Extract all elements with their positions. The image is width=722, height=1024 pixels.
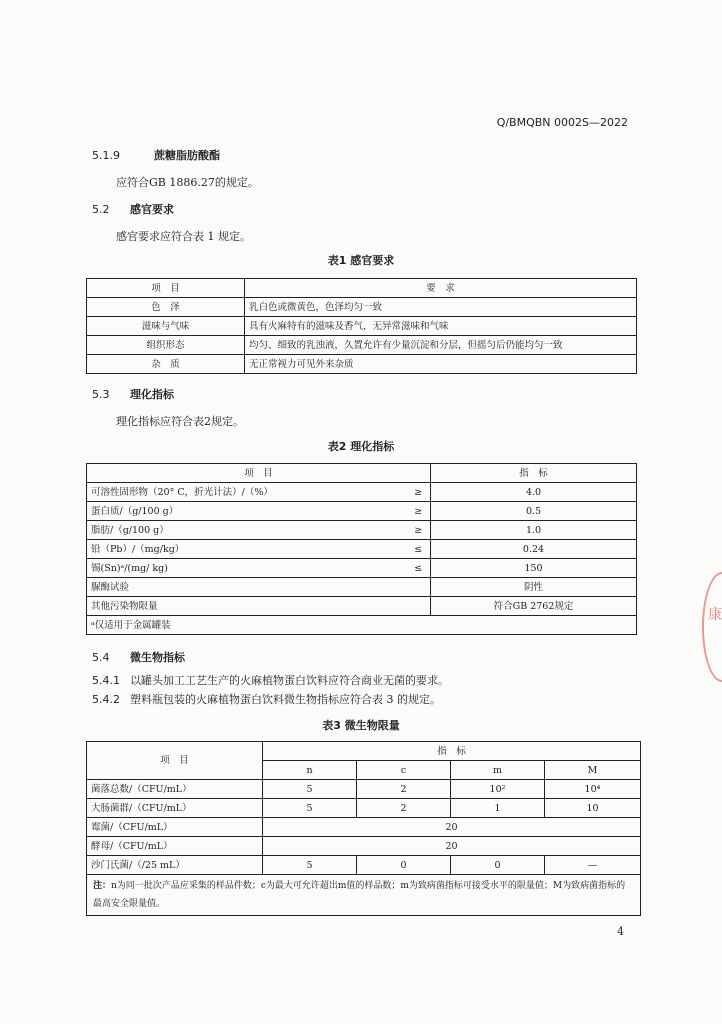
table-header-cell: M [545, 761, 641, 780]
table-cell: ≥ [407, 521, 431, 540]
table-cell: 组织形态 [87, 336, 245, 355]
table-cell: 菌落总数/（CFU/mL） [87, 780, 263, 799]
table-cell: 乳白色或微黄色，色泽均匀一致 [245, 298, 637, 317]
table-cell: 滋味与气味 [87, 317, 245, 336]
table-cell: 锡(Sn)ᵃ/(mg/ kg) [87, 559, 407, 578]
table-row [87, 856, 641, 875]
table1-sensory [86, 278, 637, 374]
table-cell: ≥ [407, 483, 431, 502]
table-cell: 1.0 [431, 521, 637, 540]
section-5-2-heading [92, 201, 174, 217]
table-cell: 4.0 [431, 483, 637, 502]
table-row [87, 837, 641, 856]
table-cell: 杂 质 [87, 355, 245, 374]
table-cell: 150 [431, 559, 637, 578]
table-row [87, 597, 637, 616]
section-title: 蔗糖脂肪酸酯 [154, 149, 220, 162]
note-label: 注： [93, 881, 112, 891]
table-cell: 沙门氏菌/（/25 mL） [87, 856, 263, 875]
table-header-cell: n [263, 761, 357, 780]
table-header-cell: 项 目 [87, 279, 245, 298]
section-5-4-heading [92, 649, 185, 665]
table-row [87, 521, 637, 540]
table-row [87, 578, 637, 597]
table-cell: 其他污染物限量 [87, 597, 431, 616]
table-cell: ≥ [407, 502, 431, 521]
table-row [87, 355, 637, 374]
section-number: 5.4.2 [92, 693, 120, 706]
table-cell: 符合GB 2762规定 [431, 597, 637, 616]
table-row [87, 780, 641, 799]
table-header-cell: 要 求 [245, 279, 637, 298]
table-cell: 具有火麻特有的滋味及香气，无异常滋味和气味 [245, 317, 637, 336]
section-5-1-9-heading [92, 147, 220, 163]
table3-microbial [86, 741, 641, 916]
table-cell: ≤ [407, 540, 431, 559]
section-number: 5.4 [92, 651, 110, 664]
table-header-cell: 项 目 [87, 464, 431, 483]
table-header-cell: m [451, 761, 545, 780]
section-5-4-1 [92, 672, 449, 688]
section-title: 感官要求 [130, 203, 174, 216]
table-cell: 2 [357, 799, 451, 818]
section-text: 以罐头加工工艺生产的火麻植物蛋白饮料应符合商业无菌的要求。 [130, 674, 449, 687]
section-5-3-text: 理化指标应符合表2规定。 [116, 415, 244, 428]
table-header-cell: 项 目 [87, 742, 263, 780]
table-cell: 20 [263, 818, 641, 837]
section-5-2-text: 感官要求应符合表 1 规定。 [116, 230, 251, 243]
table-row [87, 298, 637, 317]
table-header-cell: 指 标 [431, 464, 637, 483]
table-cell: 10² [451, 780, 545, 799]
document-code: Q/BMQBN 0002S—2022 [496, 116, 628, 129]
table-cell: 20 [263, 837, 641, 856]
table-cell: 5 [263, 799, 357, 818]
table-header-row [87, 464, 637, 483]
section-5-3-heading [92, 386, 174, 402]
table-row [87, 483, 637, 502]
table-cell: 5 [263, 856, 357, 875]
table-header-cell: 指 标 [263, 742, 641, 761]
table-cell: 10 [545, 799, 641, 818]
note-text: n为同一批次产品应采集的样品件数；c为最大可允许超出m值的样品数；m为致病菌指标可接受水平的限量值；M为致病菌指标的最高安全限量值。 [93, 881, 626, 909]
table-cell: 蛋白质/（g/100 g） [87, 502, 407, 521]
section-number: 5.1.9 [92, 149, 120, 162]
table1-caption: 表1 感官要求 [327, 254, 395, 267]
table3-caption: 表3 微生物限量 [322, 719, 400, 732]
table-header-cell: c [357, 761, 451, 780]
table-cell: ≤ [407, 559, 431, 578]
table-cell: 2 [357, 780, 451, 799]
table-cell: 大肠菌群/（CFU/mL） [87, 799, 263, 818]
table-row [87, 317, 637, 336]
table-cell: 铅（Pb）/（mg/kg） [87, 540, 407, 559]
table-row [87, 799, 641, 818]
table-cell: 0 [451, 856, 545, 875]
table2-caption: 表2 理化指标 [327, 440, 395, 453]
page-number: 4 [617, 925, 624, 938]
stamp-text: 康 [708, 607, 722, 623]
section-5-4-2 [92, 691, 441, 707]
table-cell: 0.24 [431, 540, 637, 559]
table-note [87, 875, 641, 916]
table-header-row [87, 742, 641, 761]
table-cell: 0.5 [431, 502, 637, 521]
table-cell: 0 [357, 856, 451, 875]
table-cell: — [545, 856, 641, 875]
section-title: 微生物指标 [130, 651, 185, 664]
section-number: 5.2 [92, 203, 110, 216]
section-number: 5.3 [92, 388, 110, 401]
table-footnote: ᵃ仅适用于金属罐装 [87, 616, 637, 635]
table-header-row [87, 279, 637, 298]
table-note-row [87, 875, 641, 916]
table-cell: 阴性 [431, 578, 637, 597]
section-text: 塑料瓶包装的火麻植物蛋白饮料微生物指标应符合表 3 的规定。 [130, 693, 441, 706]
table-cell: 10⁴ [545, 780, 641, 799]
table-cell: 脂肪/（g/100 g） [87, 521, 407, 540]
section-title: 理化指标 [130, 388, 174, 401]
official-stamp-seal [702, 572, 722, 682]
table-row [87, 559, 637, 578]
table-row [87, 336, 637, 355]
table-footnote-row [87, 616, 637, 635]
table2-physicochemical [86, 463, 637, 635]
section-5-1-9-text: 应符合GB 1886.27的规定。 [116, 176, 259, 189]
table-row [87, 502, 637, 521]
table-cell: 5 [263, 780, 357, 799]
table-row [87, 818, 641, 837]
table-cell: 1 [451, 799, 545, 818]
table-cell: 均匀、细致的乳浊液，久置允许有少量沉淀和分层，但摇匀后仍能均匀一致 [245, 336, 637, 355]
table-cell: 可溶性固形物（20° C，折光计法）/（%） [87, 483, 407, 502]
section-number: 5.4.1 [92, 674, 120, 687]
table-cell: 无正常视力可见外来杂质 [245, 355, 637, 374]
table-cell: 霉菌/（CFU/mL） [87, 818, 263, 837]
table-cell: 酵母/（CFU/mL） [87, 837, 263, 856]
table-row [87, 540, 637, 559]
table-cell: 色 泽 [87, 298, 245, 317]
table-cell: 脲酶试验 [87, 578, 431, 597]
